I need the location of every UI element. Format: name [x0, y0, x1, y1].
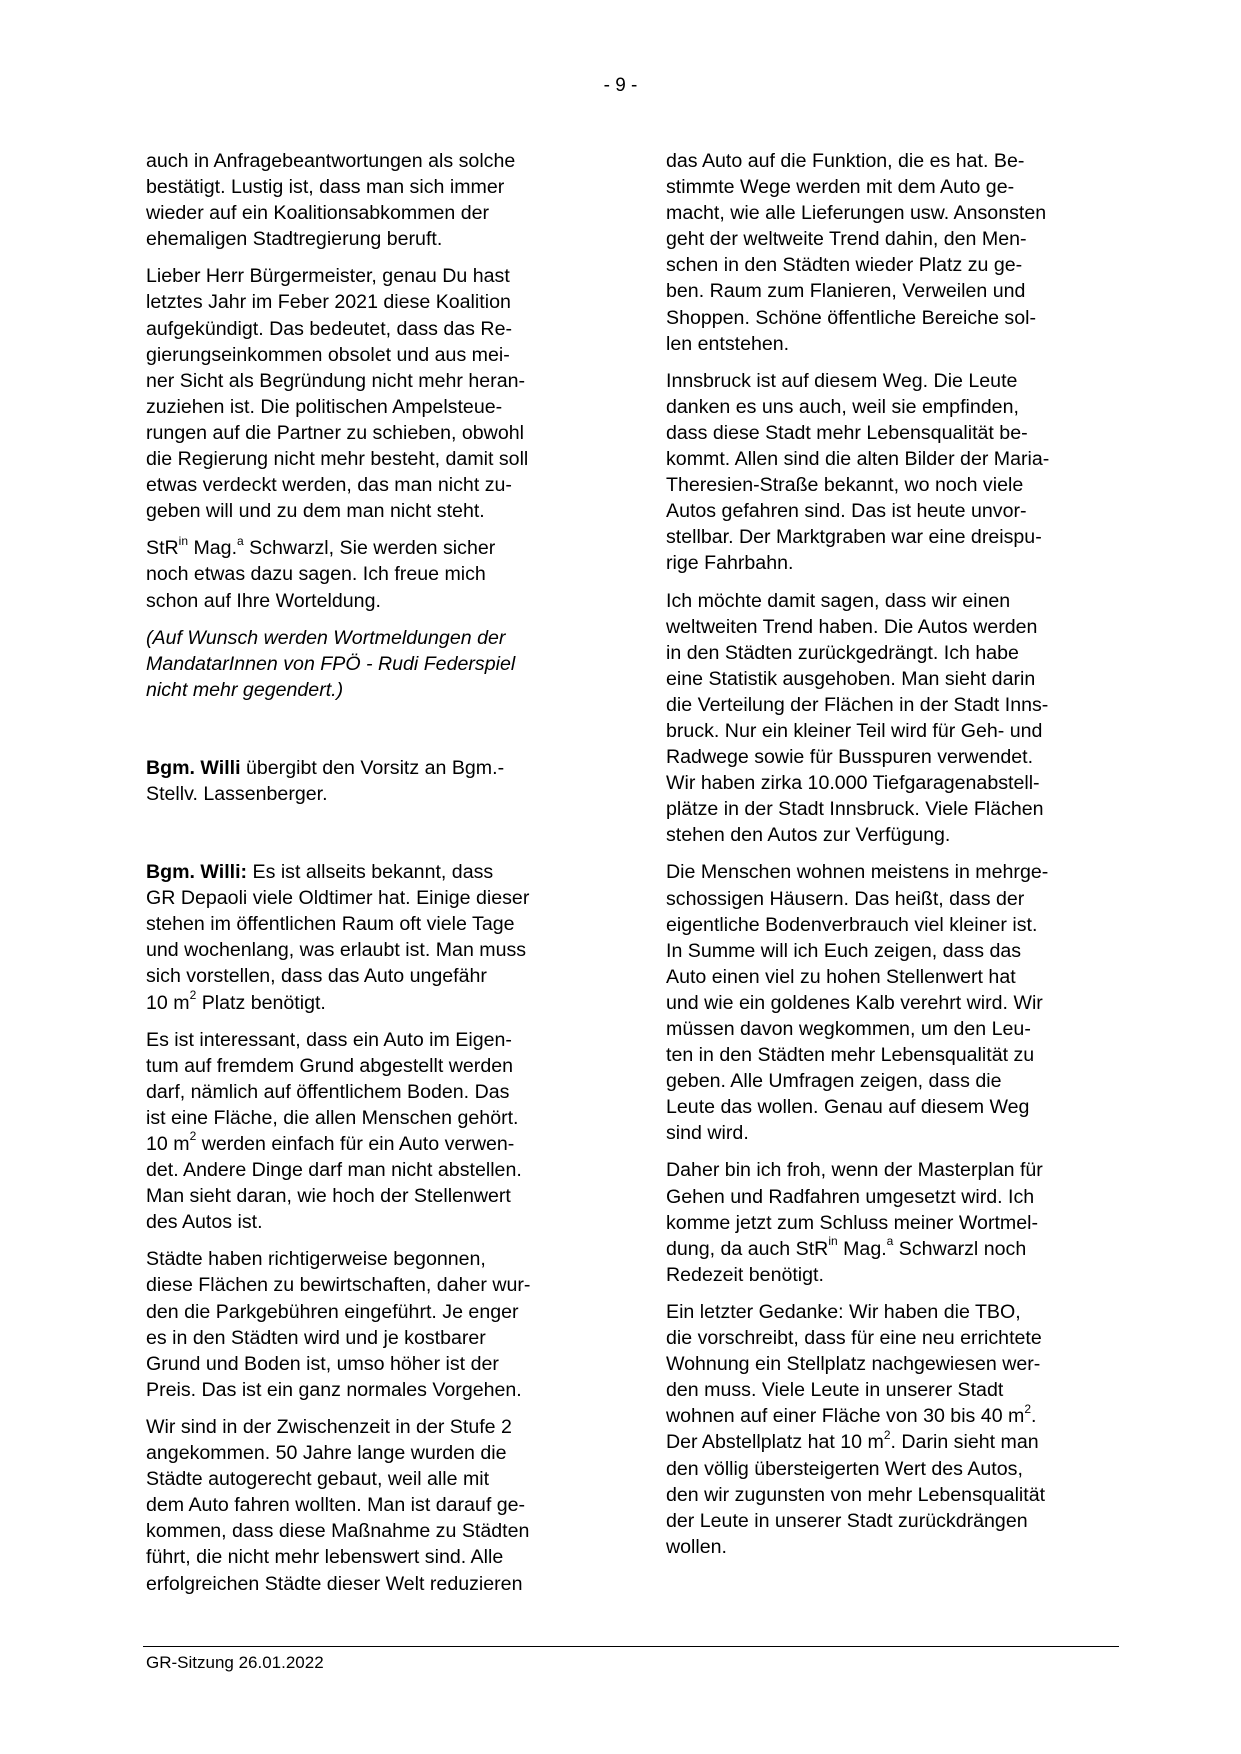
- text-run: Schwarzl noch Redezeit benötigt.: [666, 1237, 1027, 1286]
- text-run: Ein letzter Gedanke: Wir haben die TBO, die vorschreibt, dass für eine neu errichtete Wohnung ein Stellplatz nachgewiesen wer- den muss. Viele Leute in unserer Stadt wohnen auf einer Fläche von 30 bis 40 m: [666, 1300, 1042, 1428]
- superscript: 2: [189, 988, 197, 1002]
- text-run: Es ist allseits bekannt, dass GR Depaoli viele Oldtimer hat. Einige dieser stehen im öffentlichen Raum oft viele Tage und wochenlang, was erlaubt ist. Man muss sich vorstellen, dass das Auto ungefähr 10 m: [146, 861, 530, 1014]
- text-run: Platz benötigt.: [196, 991, 326, 1014]
- paragraph: Lieber Herr Bürgermeister, genau Du hast letztes Jahr im Feber 2021 diese Koalition aufgekündigt. Das bedeutet, dass das Re- gierungseinkommen obsolet und aus mei- ner Sicht als Begründung nicht mehr heran- zuziehen ist. Die politischen Ampelsteue- rungen auf die Partner zu schieben, obwohl die Regierung nicht mehr besteht, damit soll etwas verdeckt werden, das man nicht zu- geben will und zu dem man nicht steht.: [146, 265, 529, 523]
- text-run: Mag.: [188, 537, 238, 560]
- paragraph: Städte haben richtigerweise begonnen, diese Flächen zu bewirtschaften, daher wur- den die Parkgebühren eingeführt. Je enger es in den Städten wird und je kostbarer Grund und Boden ist, umso höher ist der Preis. Das ist ein ganz normales Vorgehen.: [146, 1248, 531, 1401]
- paragraph: [146, 1027, 606, 1236]
- text-run: . Darin sieht man den völlig übersteigerten Wert des Autos, den wir zugunsten von mehr Lebensqualität der Leute in unserer Stadt zurückdrängen wollen.: [666, 1431, 1046, 1558]
- footer-divider: [143, 1646, 1119, 1647]
- text-run: Mag.: [837, 1237, 887, 1260]
- paragraph: [146, 535, 606, 613]
- footer-text: GR-Sitzung 26.01.2022: [146, 1653, 324, 1672]
- paragraph: Die Menschen wohnen meistens in mehrge- schossigen Häusern. Das heißt, dass der eigentliche Bodenverbrauch viel kleiner ist. In Summe will ich Euch zeigen, dass das Auto einen viel zu hohen Stellenwert hat und wie ein goldenes Kalb verehrt wird. Wir müssen davon wegkommen, um den Leu- ten in den Städten mehr Lebensqualität zu geben. Alle Umfragen zeigen, dass die Leute das wollen. Genau auf diesem Weg sind wird.: [666, 861, 1049, 1145]
- right-column: [666, 148, 1136, 1571]
- paragraph: [146, 859, 606, 1016]
- paragraph: Ich möchte damit sagen, dass wir einen weltweiten Trend haben. Die Autos werden in den Städten zurückgedrängt. Ich habe eine Statistik ausgehoben. Man sieht darin die Verteilung der Flächen in der Stadt Inns- bruck. Nur ein kleiner Teil wird für Geh- und Radwege sowie für Busspuren verwendet. Wir haben zirka 10.000 Tiefgaragenabstell- plätze in der Stadt Innsbruck. Viele Flächen stehen den Autos zur Verfügung.: [666, 589, 1049, 847]
- superscript: 2: [1024, 1401, 1032, 1416]
- paragraph: [666, 1299, 1136, 1560]
- editorial-note: (Auf Wunsch werden Wortmeldungen der MandatarInnen von FPÖ - Rudi Federspiel nicht mehr gegendert.): [146, 626, 516, 701]
- paragraph: Wir sind in der Zwischenzeit in der Stufe 2 angekommen. 50 Jahre lange wurden die Städte autogerecht gebaut, weil alle mit dem Auto fahren wollten. Man ist darauf ge- kommen, dass diese Maßnahme zu Städten führt, die nicht mehr lebenswert sind. Alle erfolgreichen Städte dieser Welt reduzieren: [146, 1415, 530, 1595]
- text-run: Schwarzl, Sie werden sicher noch etwas dazu sagen. Ich freue mich schon auf Ihre Worteldung.: [146, 537, 496, 612]
- paragraph: Innsbruck ist auf diesem Weg. Die Leute danken es uns auch, weil sie empfinden, dass diese Stadt mehr Lebensqualität be- kommt. Allen sind die alten Bilder der Maria- Theresien-Straße bekannt, wo noch viele Autos gefahren sind. Das ist heute unvor- stellbar. Der Marktgraben war eine dreispu- rige Fahrbahn.: [666, 369, 1050, 575]
- superscript: in: [828, 1234, 838, 1249]
- superscript: a: [237, 533, 244, 548]
- left-column: [146, 148, 606, 1608]
- superscript: 2: [189, 1129, 197, 1144]
- text-run: Daher bin ich froh, wenn der Masterplan für Gehen und Radfahren umgesetzt wird. Ich komme jetzt zum Schluss meiner Wortmel- dung, da auch StR: [666, 1159, 1043, 1260]
- text-run: . Der Abstellplatz hat 10 m: [666, 1405, 1037, 1454]
- superscript: 2: [883, 1427, 891, 1442]
- superscript: a: [886, 1234, 894, 1249]
- page-number: - 9 -: [603, 75, 638, 96]
- paragraph: [146, 755, 606, 807]
- text-run: werden einfach für ein Auto verwen- det. Andere Dinge darf man nicht abstellen. Man sieht daran, wie hoch der Stellenwert des Autos ist.: [146, 1133, 522, 1234]
- text-run: StR: [146, 537, 179, 560]
- text-run: Es ist interessant, dass ein Auto im Eigen- tum auf fremdem Grund abgestellt werden darf, nämlich auf öffentlichem Boden. Das ist eine Fläche, die allen Menschen gehört. 10 m: [146, 1028, 519, 1155]
- speaker-name: Bgm. Willi: [146, 756, 241, 779]
- speaker-name: Bgm. Willi:: [146, 861, 248, 884]
- superscript: in: [178, 533, 189, 548]
- text-run: übergibt den Vorsitz an Bgm.- Stellv. Lassenberger.: [146, 756, 505, 805]
- paragraph: [666, 1157, 1136, 1287]
- paragraph: das Auto auf die Funktion, die es hat. Be- stimmte Wege werden mit dem Auto ge- macht, wie alle Lieferungen usw. Ansonsten geht der weltweite Trend dahin, den Men- schen in den Städten wieder Platz zu ge- ben. Raum zum Flanieren, Verweilen und Shoppen. Schöne öffentliche Bereiche sol- len entstehen.: [666, 150, 1047, 355]
- paragraph: auch in Anfragebeantwortungen als solche bestätigt. Lustig ist, dass man sich immer wieder auf ein Koalitionsabkommen der ehemaligen Stadtregierung beruft.: [146, 150, 516, 251]
